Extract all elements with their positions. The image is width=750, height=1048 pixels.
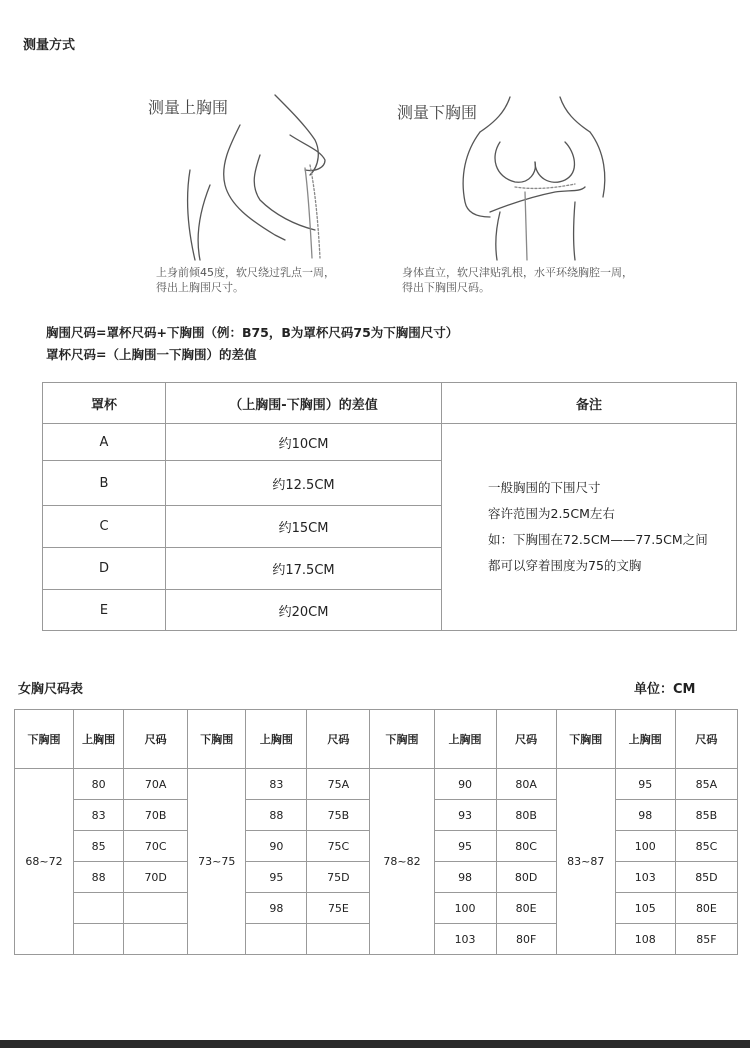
underbust-range-cell: 68~72 (15, 769, 74, 955)
note-line: 如：下胸围在72.5CM——77.5CM之间 (488, 532, 708, 547)
neck-left (480, 97, 510, 132)
size-header-cell: 上胸围 (246, 710, 307, 769)
upper-bust-cell (246, 924, 307, 955)
tape-hang (525, 192, 527, 260)
cup-row-a (43, 424, 737, 461)
size-code-cell: 85D (675, 862, 737, 893)
size-code-cell: 85F (675, 924, 737, 955)
upper-bust-cell: 103 (434, 924, 496, 955)
upper-bust-cell (74, 924, 124, 955)
cup-cell: B (43, 461, 166, 506)
upper-bust-cell: 95 (434, 831, 496, 862)
size-code-cell: 75C (307, 831, 370, 862)
upper-bust-cell: 90 (246, 831, 307, 862)
upper-bust-cell (74, 893, 124, 924)
upper-bust-cell: 100 (434, 893, 496, 924)
note-line: 一般胸围的下围尺寸 (488, 480, 601, 495)
upper-bust-cell: 98 (246, 893, 307, 924)
back-outline (188, 170, 195, 260)
size-header-cell: 下胸围 (556, 710, 615, 769)
measure-section-title: 测量方式 (23, 38, 76, 53)
size-code-cell: 70A (124, 769, 188, 800)
breast-right (535, 142, 574, 182)
lower-bust-caption-line-2: 得出下胸围尺码。 (402, 281, 490, 294)
difference-cell: 约15CM (166, 506, 442, 548)
body-left (496, 212, 500, 260)
upper-bust-cell: 83 (74, 800, 124, 831)
difference-cell: 约20CM (166, 590, 442, 631)
size-code-cell: 75E (307, 893, 370, 924)
notes-cell (442, 424, 737, 631)
size-code-cell: 75A (307, 769, 370, 800)
upper-bust-caption-line-1: 上身前倾45度，软尺绕过乳点一周， (156, 266, 335, 279)
arm-right (590, 132, 605, 197)
size-code-cell: 80B (496, 800, 556, 831)
size-code-cell: 80D (496, 862, 556, 893)
hip-outline (198, 185, 210, 260)
bottom-divider (0, 1040, 750, 1048)
torso-outline (275, 95, 318, 175)
size-code-cell (124, 924, 188, 955)
cup-table-header-row (43, 383, 737, 424)
upper-bust-cell: 88 (246, 800, 307, 831)
upper-bust-title: 测量上胸围 (148, 98, 229, 117)
lower-bust-caption-line-1: 身体直立，软尺津贴乳根，水平环绕胸腔一周， (402, 266, 633, 279)
size-header-cell: 上胸围 (615, 710, 675, 769)
cup-difference-table (42, 382, 737, 631)
formula-cup-size: 罩杯尺码=（上胸围一下胸围）的差值 (46, 347, 257, 362)
difference-cell: 约17.5CM (166, 548, 442, 590)
size-code-cell: 75B (307, 800, 370, 831)
size-code-cell: 70D (124, 862, 188, 893)
upper-bust-cell: 108 (615, 924, 675, 955)
upper-bust-cell: 88 (74, 862, 124, 893)
size-code-cell: 80A (496, 769, 556, 800)
arm-inner (254, 155, 315, 230)
tape-line (515, 184, 575, 188)
body-right (574, 202, 576, 260)
upper-bust-cell: 103 (615, 862, 675, 893)
notes-header: 备注 (442, 383, 737, 424)
size-code-cell: 85C (675, 831, 737, 862)
size-code-cell: 80F (496, 924, 556, 955)
size-row (15, 769, 738, 800)
upper-bust-cell: 80 (74, 769, 124, 800)
cup-cell: C (43, 506, 166, 548)
breast-curve (290, 135, 325, 171)
size-header-cell: 尺码 (124, 710, 188, 769)
upper-bust-cell: 90 (434, 769, 496, 800)
underbust-range-cell: 78~82 (370, 769, 434, 955)
upper-bust-cell: 98 (615, 800, 675, 831)
lower-bust-caption (402, 265, 633, 295)
upper-bust-cell: 98 (434, 862, 496, 893)
cup-cell: A (43, 424, 166, 461)
size-code-cell (307, 924, 370, 955)
note-line: 都可以穿着围度为75的文胸 (488, 558, 642, 573)
upper-bust-cell: 100 (615, 831, 675, 862)
size-header-cell: 尺码 (496, 710, 556, 769)
upper-bust-cell: 95 (615, 769, 675, 800)
difference-cell: 约10CM (166, 424, 442, 461)
upper-bust-cell: 93 (434, 800, 496, 831)
size-code-cell: 70B (124, 800, 188, 831)
size-chart-title: 女胸尺码表 (18, 682, 84, 697)
neck-right (560, 97, 590, 132)
size-code-cell: 75D (307, 862, 370, 893)
difference-header: （上胸围-下胸围）的差值 (166, 383, 442, 424)
upper-bust-cell: 85 (74, 831, 124, 862)
arm-left (463, 132, 490, 217)
size-code-cell: 70C (124, 831, 188, 862)
tape-measure-2 (305, 168, 312, 258)
size-header-cell: 上胸围 (434, 710, 496, 769)
hands (490, 187, 585, 212)
size-code-cell: 85B (675, 800, 737, 831)
underbust-range-cell: 83~87 (556, 769, 615, 955)
upper-bust-caption-line-2: 得出上胸围尺寸。 (156, 281, 244, 294)
size-code-cell (124, 893, 188, 924)
note-line: 容许范围为2.5CM左右 (488, 506, 615, 521)
cup-header: 罩杯 (43, 383, 166, 424)
size-chart-table (14, 709, 738, 955)
size-header-cell: 下胸围 (370, 710, 434, 769)
unit-label: 单位：CM (634, 682, 696, 697)
size-chart-header-row (15, 710, 738, 769)
upper-bust-illustration (180, 90, 380, 265)
underbust-range-cell: 73~75 (188, 769, 246, 955)
upper-bust-caption (156, 265, 335, 295)
size-header-cell: 下胸围 (188, 710, 246, 769)
size-code-cell: 80E (675, 893, 737, 924)
breast-left (495, 142, 535, 182)
size-header-cell: 尺码 (307, 710, 370, 769)
upper-bust-cell: 95 (246, 862, 307, 893)
cup-cell: E (43, 590, 166, 631)
size-header-cell: 上胸围 (74, 710, 124, 769)
lower-bust-title: 测量下胸围 (397, 103, 478, 122)
lower-bust-illustration (455, 92, 615, 262)
size-code-cell: 80E (496, 893, 556, 924)
size-header-cell: 尺码 (675, 710, 737, 769)
upper-bust-cell: 105 (615, 893, 675, 924)
formula-bra-size: 胸围尺码=罩杯尺码+下胸围（例：B75，B为罩杯尺码75为下胸围尺寸） (46, 325, 459, 340)
size-code-cell: 80C (496, 831, 556, 862)
upper-bust-cell: 83 (246, 769, 307, 800)
cup-cell: D (43, 548, 166, 590)
size-header-cell: 下胸围 (15, 710, 74, 769)
difference-cell: 约12.5CM (166, 461, 442, 506)
size-code-cell: 85A (675, 769, 737, 800)
